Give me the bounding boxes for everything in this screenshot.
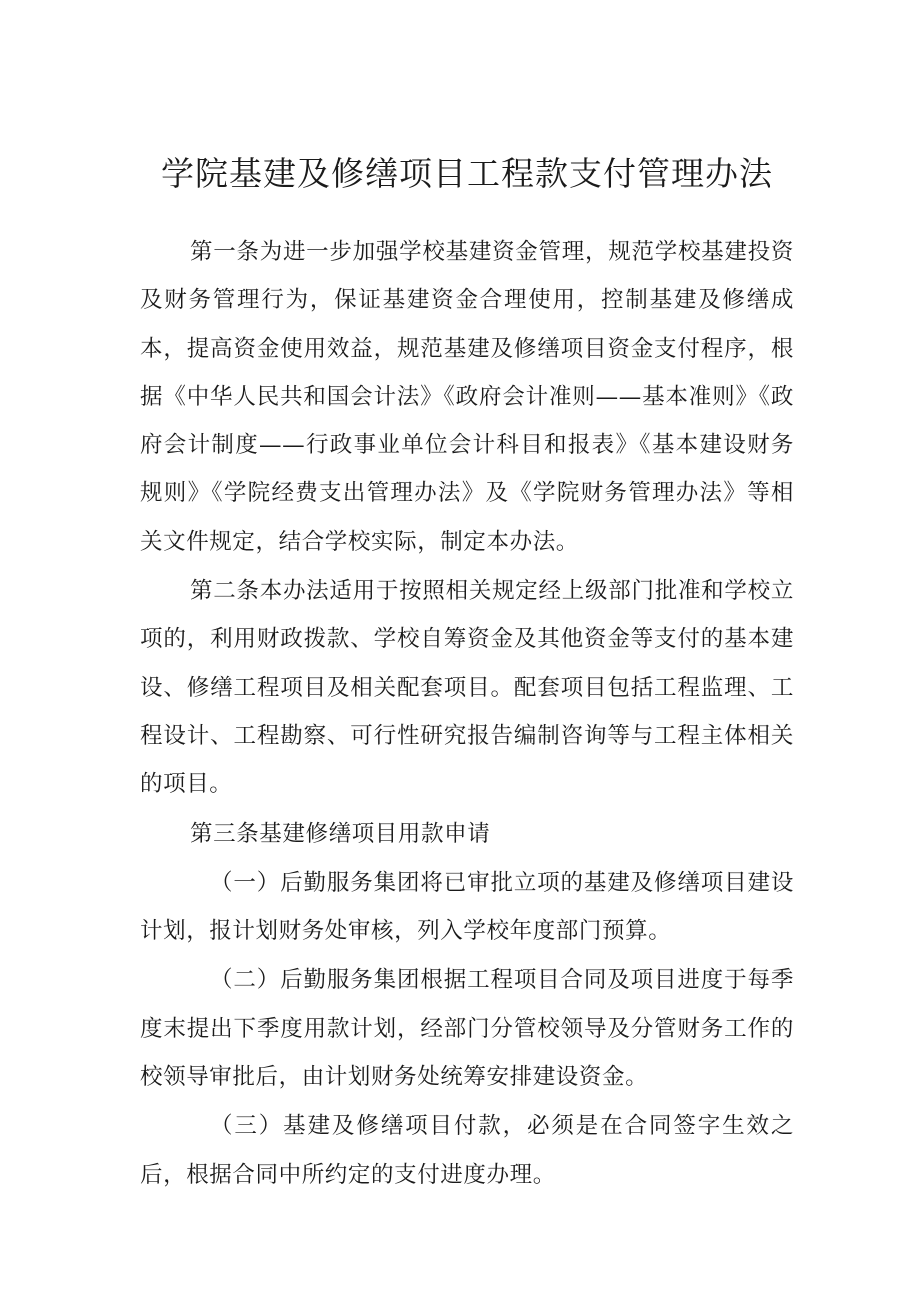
document-title: 学院基建及修缮项目工程款支付管理办法 [161, 154, 773, 193]
article-3-item-3: （三）基建及修缮项目付款，必须是在合同签字生效之后，根据合同中所约定的支付进度办理。 [140, 1113, 794, 1188]
document-body [140, 228, 794, 1199]
article-3-item-1: （一）后勤服务集团将已审批立项的基建及修缮项目建设计划，报计划财务处审核，列入学校年度部门预算。 [140, 869, 794, 945]
article-3-heading: 第三条基建修缮项目用款申请 [190, 820, 491, 847]
article-1-paragraph: 第一条为进一步加强学校基建资金管理，规范学校基建投资及财务管理行为，保证基建资金合理使用，控制基建及修缮成本，提高资金使用效益，规范基建及修缮项目资金支付程序，根据《中华人民共和国会计法》《政府会计准则——基本准则》《政府会计制度——行政事业单位会计科目和报表》《基本建设财务规则》《学院经费支出管理办法》及《学院财务管理办法》等相关文件规定，结合学校实际，制定本办法。 [140, 239, 794, 555]
article-2-paragraph: 第二条本办法适用于按照相关规定经上级部门批准和学校立项的，利用财政拨款、学校自筹资金及其他资金等支付的基本建设、修缮工程项目及相关配套项目。配套项目包括工程监理、工程设计、工程勘察、可行性研究报告编制咨询等与工程主体相关的项目。 [140, 578, 794, 798]
article-3-item-2: （二）后勤服务集团根据工程项目合同及项目进度于每季度末提出下季度用款计划，经部门分管校领导及分管财务工作的校领导审批后，由计划财务处统筹安排建设资金。 [140, 967, 794, 1091]
